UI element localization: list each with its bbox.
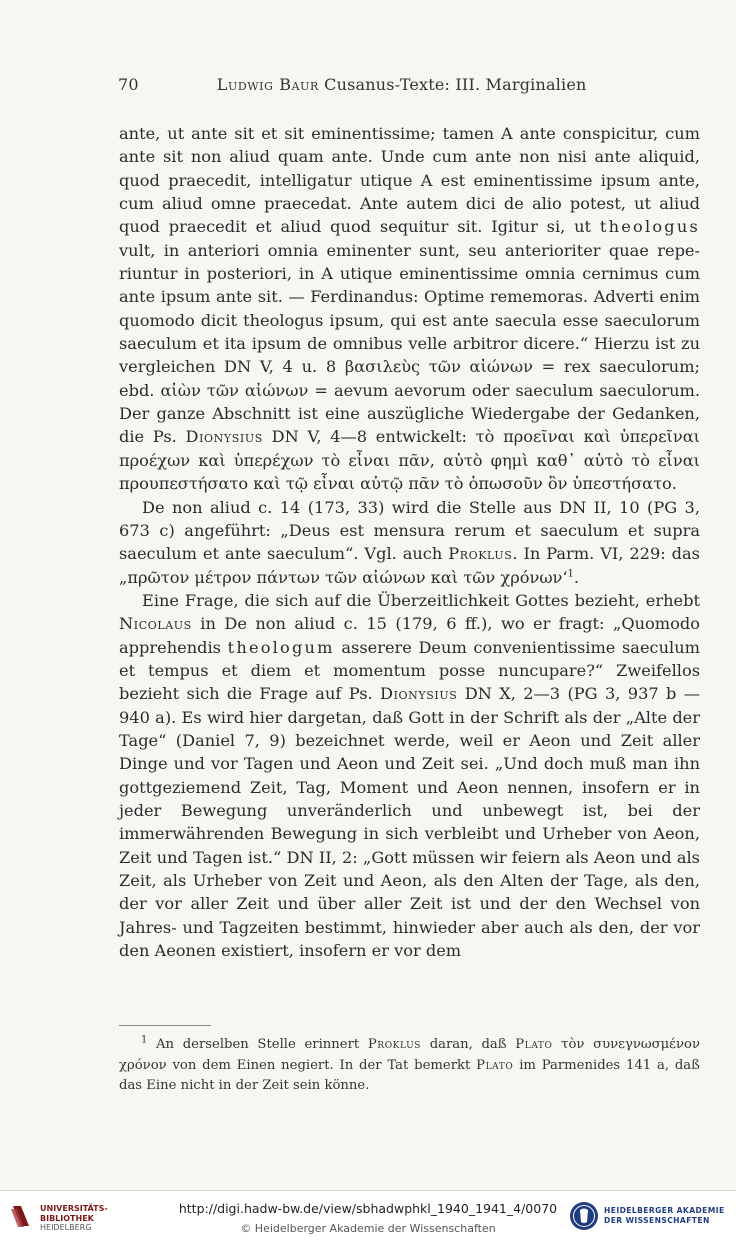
running-head-author: Ludwig Baur	[216, 75, 319, 94]
text-run: ante, ut ante sit et sit eminentissime; tamen A ante conspicitur, cum ante sit non aliud quam ante. Unde cum ante non nisi ante aliquid, quod praecedit, intelligatur utique A est eminentissime ipsum ante, cum aliud omne praecedat. Ante autem dici de alio potest, ut aliud quod praecedit et aliud quod sequitur sit. Igitur si, ut	[119, 124, 700, 237]
spaced-term: theologus	[599, 217, 700, 237]
author-name: Proklus	[448, 544, 513, 564]
text-run: Eine Frage, die sich auf die Überzeitlichkeit Gottes bezieht, erhebt	[142, 590, 700, 610]
running-head-title: Cusanus-Texte: III. Marginalien	[324, 75, 587, 94]
text-run: im Parmenides 141 a, daß das Eine nicht in der Zeit sein könne.	[119, 1057, 700, 1093]
author-name: Nicolaus	[119, 614, 192, 634]
footnote-reference[interactable]: 1	[567, 568, 574, 580]
spaced-term: theologum	[227, 637, 335, 657]
footnote	[119, 1035, 700, 1097]
author-name: Proklus	[367, 1037, 422, 1052]
library-line: BIBLIOTHEK	[40, 1213, 94, 1223]
text-run: daran, daß	[429, 1037, 507, 1052]
page-number: 70	[118, 75, 139, 94]
academy-line: HEIDELBERGER AKADEMIE	[604, 1206, 725, 1215]
text-run: An derselben Stelle erinnert	[156, 1037, 360, 1052]
text-run: τὸν συνεγνωσμένον χρόνον von dem Einen negiert. In der Tat bemerkt	[119, 1037, 700, 1073]
viewer-footer	[0, 1190, 736, 1243]
greek-quote: DN V, 4—8 entwickelt: τὸ προεῖναι καὶ ὑπερεῖναι προέχων καὶ ὑπερέχων τὸ εἶναι πᾶν, αὐτὸ φημὶ καθ᾽ αὑτὸ τὸ εἶναι προυπεστήσατο καὶ τῷ εἶναι αὐτῷ πᾶν τὸ ὁπωσοῦν ὂν ὑπεστήσατο.	[119, 427, 700, 494]
running-head	[118, 75, 618, 94]
document-url-link[interactable]: http://digi.hadw-bw.de/view/sbhadwphkl_1940_1941_4/0070	[178, 1201, 558, 1216]
paragraph-1	[119, 122, 700, 496]
academy-seal-icon[interactable]	[569, 1201, 599, 1231]
author-name: Dionysius	[185, 427, 263, 447]
library-line: UNIVERSITÄTS-	[40, 1204, 108, 1213]
text-run: vult, in anteriori omnia eminenter sunt, seu anterioriter quae reperiuntur in posteriori, in A utique eminentissime omnia cernimus cum ante ipsum ante sit. — Ferdinandus: Optime rememoras. Adverti enim quomodo dicit theologus ipsum, qui est ante saecula esse saeculorum saeculum et ita ipsum de omnibus velle arbitror dicere.“ Hierzu ist zu vergleichen DN V, 4 u. 8 βασιλεὺς τῶν αἰώνων = rex saeculorum; ebd. αἰὼν τῶν αἰώνων = aevum aevorum oder saeculum saeculorum. Der ganze Abschnitt ist eine auszügliche Wiedergabe der Gedanken, die Ps.	[119, 240, 700, 447]
paragraph-2	[119, 496, 700, 589]
copyright-text: © Heidelberger Akademie der Wissenschaften	[240, 1222, 496, 1235]
text-run: DN X, 2—3 (PG 3, 937 b — 940 a). Es wird hier dargetan, daß Gott in der Schrift als der „Alte der Tage“ (Daniel 7, 9) bezeichnet werde, weil er Aeon und Zeit aller Dinge und vor Tagen und Aeon und Zeit sei. „Und doch muß man ihn gottgeziemend Zeit, Tag, Moment und Aeon nennen, insofern er in jeder Bewegung unveränderlich und unbewegt ist, bei der immerwährenden Bewegung in sich verbleibt und Urheber von Aeon, Zeit und Tagen ist.“ DN II, 2: „Gott müssen wir feiern als Aeon und als Zeit, als Urheber von Zeit und Aeon, als den Alten der Tage, als den, der vor aller Zeit und über aller Zeit ist und der den Wechsel von Jahres- und Tagzeiten bestimmt, hinwieder aber auch als den, der vor den Aeonen existiert, insofern er vor dem	[119, 684, 700, 961]
footnote-divider	[119, 1025, 211, 1026]
paragraph-3	[119, 589, 700, 963]
text-run: in De non aliud c. 15 (179, 6 ff.), wo er fragt: „Quomodo apprehendis	[119, 614, 700, 657]
library-line: HEIDELBERG	[40, 1223, 92, 1232]
text-run: . In Parm. VI, 229: das „πρῶτον μέτρον πάντων τῶν αἰώνων καὶ τῶν χρόνων‘	[119, 544, 700, 587]
text-run: De non aliud c. 14 (173, 33) wird die Stelle aus DN II, 10 (PG 3, 673 c) angeführt: „Deus est mensura rerum et saeculum et supra saeculum et ante saeculum“. Vgl. auch	[119, 497, 700, 564]
footnote-mark: 1	[141, 1034, 148, 1046]
text-run: asserere Deum convenientissime saeculum et tempus et diem et momentum posse nuncupare?“ Zweifellos bezieht sich die Frage auf Ps.	[119, 637, 700, 704]
author-name: Dionysius	[380, 684, 458, 704]
academy-line: DER WISSENSCHAFTEN	[604, 1216, 710, 1225]
author-name: Plato	[515, 1037, 553, 1052]
academy-name[interactable]	[604, 1206, 725, 1226]
main-text	[119, 122, 700, 962]
author-name: Plato	[476, 1057, 514, 1073]
text-run: .	[573, 567, 580, 587]
